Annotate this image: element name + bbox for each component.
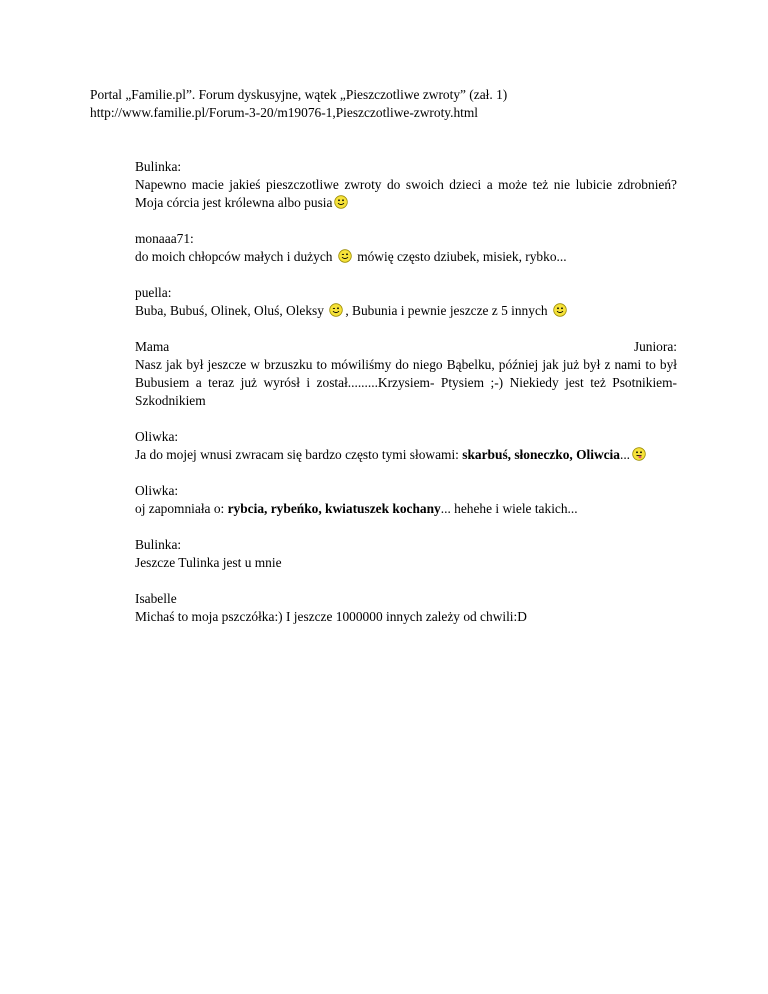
smile-icon	[553, 303, 567, 317]
post-author: Bulinka:	[135, 537, 182, 552]
tongue-icon	[632, 447, 646, 461]
post-author: Oliwka:	[135, 429, 179, 444]
post-text	[135, 500, 677, 518]
post-text	[135, 302, 677, 320]
post-author: puella:	[135, 285, 172, 300]
forum-post	[135, 428, 677, 464]
forum-post	[135, 158, 677, 212]
post-author-second: Juniora:	[633, 339, 677, 354]
post-author: Bulinka:	[135, 159, 182, 174]
post-author	[135, 338, 677, 356]
post-author: monaaa71:	[135, 231, 194, 246]
post-text-part: Buba, Bubuś, Olinek, Oluś, Oleksy	[135, 303, 324, 318]
forum-post	[135, 230, 677, 266]
forum-post	[135, 482, 677, 518]
wink-icon	[338, 249, 352, 263]
forum-post	[135, 338, 677, 410]
header-url: http://www.familie.pl/Forum-3-20/m19076-1,Pieszczotliwe-zwroty.html	[90, 105, 479, 120]
post-text: Michaś to moja pszczółka:) I jeszcze 1000000 innych zależy od chwili:D	[135, 609, 527, 624]
post-text-part: Napewno macie jakieś pieszczotliwe zwroty do swoich dzieci a może też nie lubicie zdrobnień? Moja córcia jest królewna albo pusia	[135, 177, 677, 210]
post-text-bold: skarbuś, słoneczko, Oliwcia	[462, 447, 620, 462]
post-text: Jeszcze Tulinka jest u mnie	[135, 555, 282, 570]
post-text	[135, 176, 677, 212]
post-text-part: oj zapomniała o:	[135, 501, 228, 516]
post-author: Isabelle	[135, 591, 177, 606]
post-text-part: , Bubunia i pewnie jeszcze z 5 innych	[345, 303, 548, 318]
document-header	[90, 86, 690, 122]
post-author: Oliwka:	[135, 483, 179, 498]
header-title: Portal „Familie.pl”. Forum dyskusyjne, wątek „Pieszczotliwe zwroty” (zał. 1)	[90, 87, 508, 102]
post-text-part: mówię często dziubek, misiek, rybko...	[357, 249, 567, 264]
post-text-bold: rybcia, rybeńko, kwiatuszek kochany	[227, 501, 441, 516]
smile-icon	[334, 195, 348, 209]
post-text-part: ...	[619, 447, 631, 462]
forum-posts	[135, 158, 677, 644]
forum-post	[135, 590, 677, 626]
forum-post	[135, 536, 677, 572]
post-text	[135, 446, 677, 464]
wink-icon	[329, 303, 343, 317]
post-text	[135, 248, 677, 266]
post-text-part: ... hehehe i wiele takich...	[440, 501, 578, 516]
post-text-part: do moich chłopców małych i dużych	[135, 249, 333, 264]
post-text-part: Ja do mojej wnusi zwracam się bardzo często tymi słowami:	[135, 447, 463, 462]
post-author-first: Mama	[135, 339, 170, 354]
post-text: Nasz jak był jeszcze w brzuszku to mówiliśmy do niego Bąbelku, później jak już był z nami to był Bubusiem a teraz już wyrósł i został.........Krzysiem- Ptysiem ;-) Niekiedy jest też Psotnikiem-Szkodnikiem	[135, 357, 677, 408]
forum-post	[135, 284, 677, 320]
